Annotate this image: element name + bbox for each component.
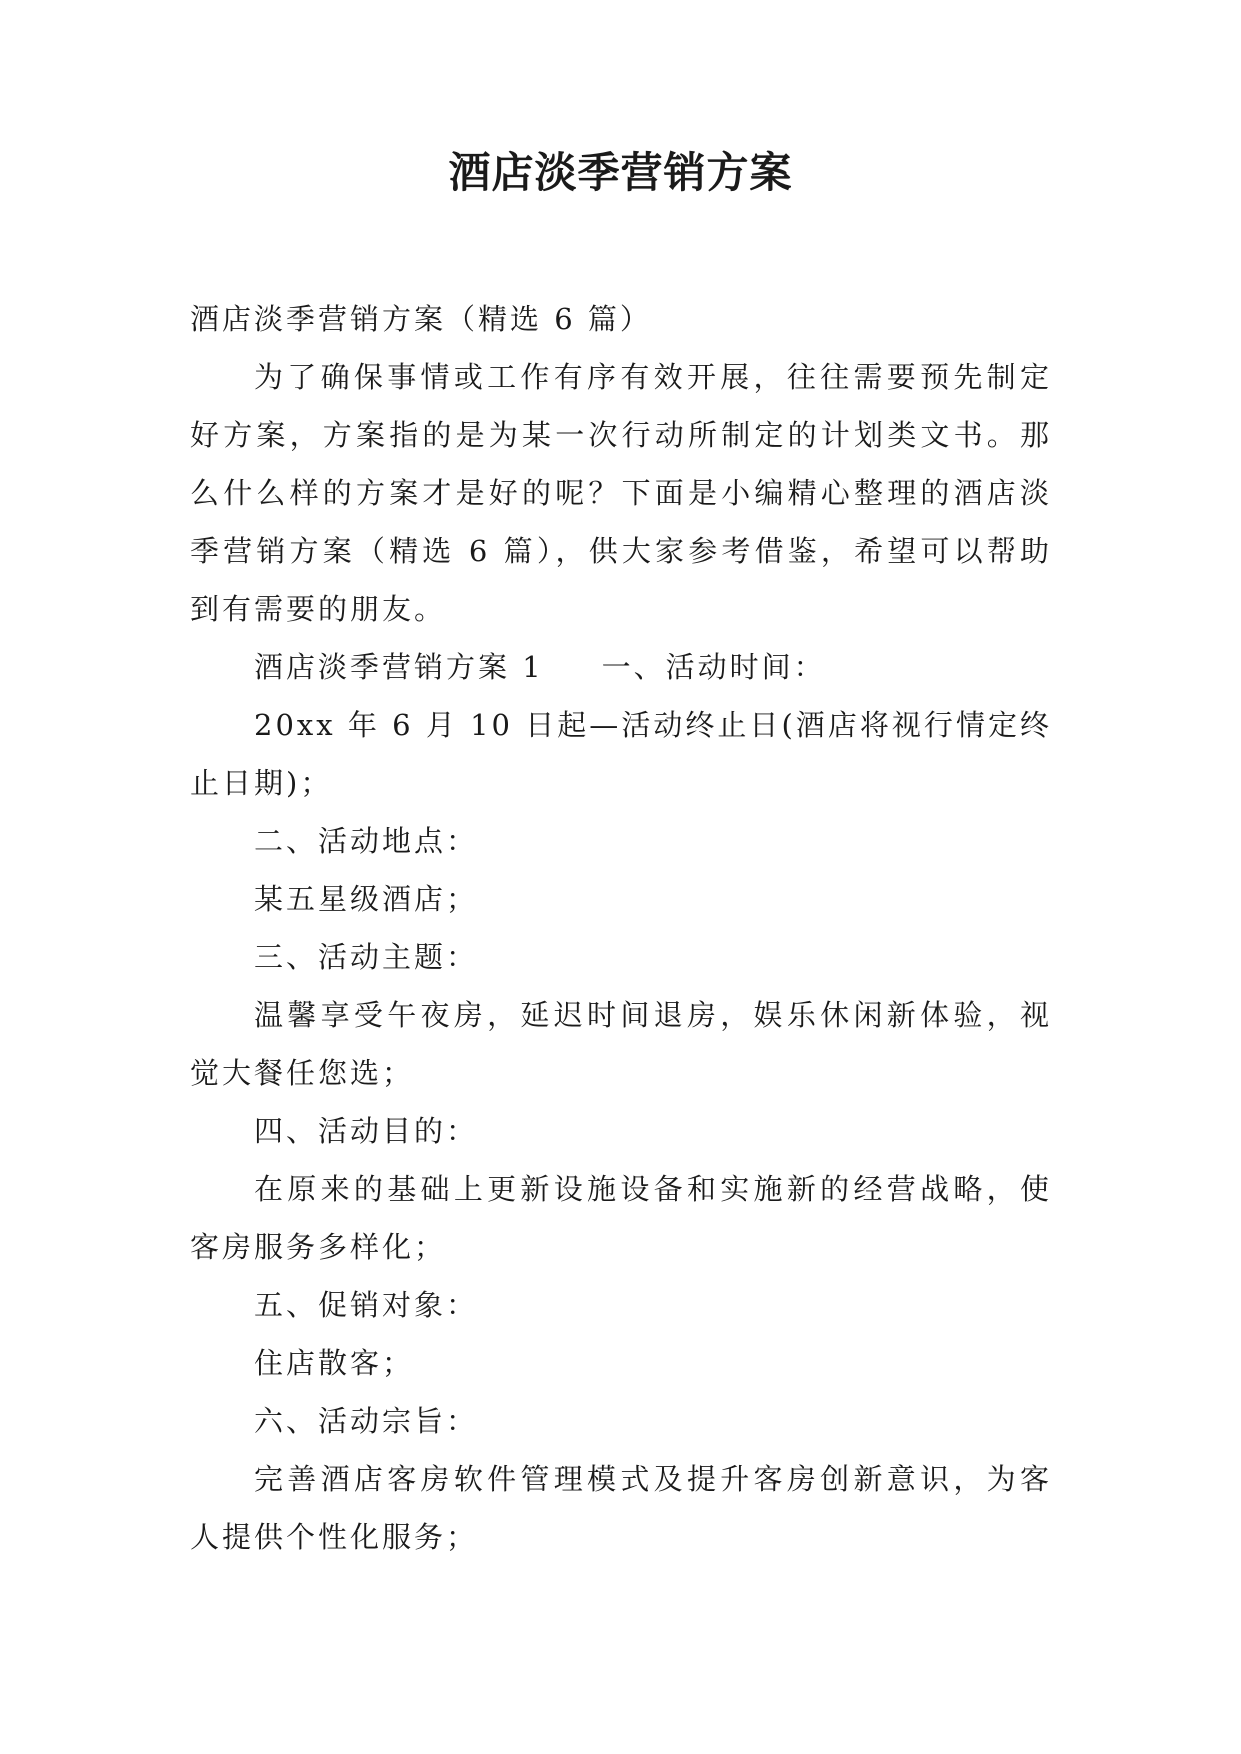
document-body [190,290,1052,1566]
section-heading: 酒店淡季营销方案 1 [254,650,544,684]
item6-heading: 六、活动宗旨： [254,1404,479,1438]
document-title: 酒店淡季营销方案 [448,148,793,197]
item1-text: 20xx 年 6 月 10 日起—活动终止日(酒店将视行情定终止日期)； [190,708,1052,800]
item1-heading: 一、活动时间： [601,650,826,684]
document-subtitle: 酒店淡季营销方案（精选 6 篇） [190,302,652,336]
item4-text: 在原来的基础上更新设施设备和实施新的经营战略，使客房服务多样化； [190,1172,1052,1264]
item4-heading: 四、活动目的： [254,1114,479,1148]
item5-heading: 五、促销对象： [254,1288,479,1322]
item3-text: 温馨享受午夜房，延迟时间退房，娱乐休闲新体验，视觉大餐任您选； [190,998,1052,1090]
item3-heading: 三、活动主题： [254,940,479,974]
section-heading-line [190,638,1052,696]
item2-text: 某五星级酒店； [254,882,479,916]
item2-heading: 二、活动地点： [254,824,479,858]
item6-text: 完善酒店客房软件管理模式及提升客房创新意识，为客人提供个性化服务； [190,1462,1052,1554]
intro-paragraph: 为了确保事情或工作有序有效开展，往往需要预先制定好方案，方案指的是为某一次行动所制定的计划类文书。那么什么样的方案才是好的呢？下面是小编精心整理的酒店淡季营销方案（精选 6 篇），供大家参考借鉴，希望可以帮助到有需要的朋友。 [190,360,1052,626]
item5-text: 住店散客； [254,1346,415,1380]
